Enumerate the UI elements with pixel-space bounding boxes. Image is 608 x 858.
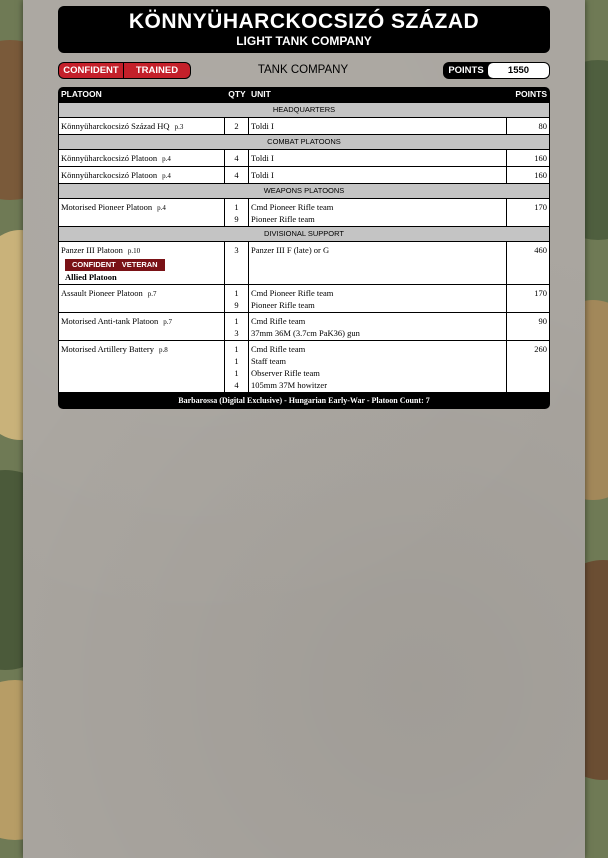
qty-cell <box>225 150 249 166</box>
qty-value: 4 <box>234 153 239 163</box>
qty-value: 4 <box>234 380 239 390</box>
section-header: DIVISIONAL SUPPORT <box>59 226 549 241</box>
qty-value: 1 <box>234 344 239 354</box>
platoon-name: Motorised Pioneer Platoon <box>61 202 153 212</box>
company-rating <box>58 62 191 79</box>
points-cell: 460 <box>534 245 547 255</box>
platoon-cell <box>59 167 225 183</box>
table-row <box>59 149 549 166</box>
qty-cell <box>225 199 249 226</box>
table-row <box>59 166 549 183</box>
table-row <box>59 117 549 134</box>
page-reference: p.7 <box>147 290 157 298</box>
rating-motivation: CONFIDENT <box>59 63 123 78</box>
table-row <box>59 198 549 226</box>
platoon-cell <box>59 313 225 340</box>
col-qty: QTY <box>228 89 246 99</box>
roster-body <box>59 102 549 392</box>
section-header: HEADQUARTERS <box>59 102 549 117</box>
platoon-name: Motorised Anti-tank Platoon <box>61 316 159 326</box>
qty-value: 1 <box>234 368 239 378</box>
qty-value: 9 <box>234 300 239 310</box>
unit-cell <box>249 199 507 226</box>
platoon-cell <box>59 341 225 392</box>
rating-skill: TRAINED <box>124 63 190 78</box>
platoon-rating-value: CONFIDENT <box>72 260 116 269</box>
roster-footer: Barbarossa (Digital Exclusive) - Hungarian Early-War - Platoon Count: 7 <box>59 392 549 408</box>
table-row <box>59 312 549 340</box>
table-header <box>59 87 549 102</box>
col-points: POINTS <box>515 89 547 99</box>
unit-name: Cmd Rifle team <box>251 344 306 354</box>
points-cell: 80 <box>538 121 547 131</box>
unit-name: Observer Rifle team <box>251 368 320 378</box>
platoon-name: Assault Pioneer Platoon <box>61 288 143 298</box>
qty-value: 3 <box>234 245 239 255</box>
section-header: COMBAT PLATOONS <box>59 134 549 149</box>
unit-name: Toldi I <box>251 121 274 131</box>
qty-value: 2 <box>234 121 239 131</box>
col-unit: UNIT <box>251 89 271 99</box>
unit-name: Panzer III F (late) or G <box>251 245 330 255</box>
unit-cell <box>249 118 507 134</box>
unit-name: Pioneer Rifle team <box>251 300 315 310</box>
qty-value: 9 <box>234 214 239 224</box>
points-cell: 260 <box>534 344 547 354</box>
page-reference: p.7 <box>163 318 173 326</box>
unit-name: Pioneer Rifle team <box>251 214 315 224</box>
qty-cell <box>225 285 249 312</box>
unit-name: Toldi I <box>251 170 274 180</box>
roster-table <box>58 87 550 409</box>
roster-sheet <box>23 0 585 858</box>
page-reference: p.4 <box>162 155 171 163</box>
qty-value: 1 <box>234 202 239 212</box>
page-reference: p.3 <box>174 123 184 131</box>
unit-cell <box>249 285 507 312</box>
points-cell: 170 <box>534 202 547 212</box>
unit-name: Toldi I <box>251 153 274 163</box>
unit-name: Cmd Pioneer Rifle team <box>251 288 334 298</box>
points-label: POINTS <box>448 65 484 76</box>
qty-value: 1 <box>234 288 239 298</box>
points-cell: 160 <box>534 170 547 180</box>
col-platoon: PLATOON <box>61 89 102 99</box>
points-total <box>443 62 550 79</box>
table-row <box>59 284 549 312</box>
unit-name: 105mm 37M howitzer <box>251 380 328 390</box>
unit-cell <box>249 167 507 183</box>
unit-cell <box>249 341 507 392</box>
platoon-name: Panzer III Platoon <box>61 245 123 255</box>
unit-name: 37mm 36M (3.7cm PaK36) gun <box>251 328 360 338</box>
page-reference: p.4 <box>157 204 166 212</box>
platoon-name: Könnyüharckocsizó Platoon <box>61 153 158 163</box>
table-row <box>59 241 549 284</box>
table-row <box>59 340 549 392</box>
platoon-name: Könnyüharckocsizó Platoon <box>61 170 158 180</box>
qty-cell <box>225 242 249 284</box>
unit-cell <box>249 313 507 340</box>
qty-cell <box>225 118 249 134</box>
qty-value: 3 <box>234 328 239 338</box>
page-subtitle: LIGHT TANK COMPANY <box>236 34 372 48</box>
points-value: 1550 <box>488 63 549 78</box>
qty-cell <box>225 313 249 340</box>
qty-value: 1 <box>234 356 239 366</box>
page-title: KÖNNYÜHARCKOCSIZÓ SZÁZAD <box>128 10 480 33</box>
qty-cell <box>225 341 249 392</box>
page-reference: p.10 <box>127 247 141 255</box>
qty-cell <box>225 167 249 183</box>
platoon-cell <box>59 285 225 312</box>
page-reference: p.4 <box>162 172 171 180</box>
points-cell: 90 <box>538 316 547 326</box>
platoon-cell <box>59 242 225 284</box>
platoon-rating-value: VETERAN <box>121 260 158 269</box>
company-type: TANK COMPANY <box>257 64 349 76</box>
platoon-name: Motorised Artillery Battery <box>61 344 155 354</box>
page-reference: p.8 <box>159 346 168 354</box>
unit-name: Staff team <box>251 356 287 366</box>
title-banner <box>58 6 550 53</box>
unit-cell <box>249 242 507 284</box>
qty-value: 4 <box>234 170 239 180</box>
qty-value: 1 <box>234 316 239 326</box>
unit-name: Cmd Pioneer Rifle team <box>251 202 334 212</box>
platoon-cell <box>59 118 225 134</box>
points-cell: 170 <box>534 288 547 298</box>
platoon-cell <box>59 199 225 226</box>
unit-name: Cmd Rifle team <box>251 316 306 326</box>
section-header: WEAPONS PLATOONS <box>59 183 549 198</box>
points-cell: 160 <box>534 153 547 163</box>
platoon-name: Könnyüharckocsizó Század HQ <box>61 121 170 131</box>
platoon-note: Allied Platoon <box>65 272 117 282</box>
platoon-rating <box>65 259 165 271</box>
unit-cell <box>249 150 507 166</box>
platoon-cell <box>59 150 225 166</box>
